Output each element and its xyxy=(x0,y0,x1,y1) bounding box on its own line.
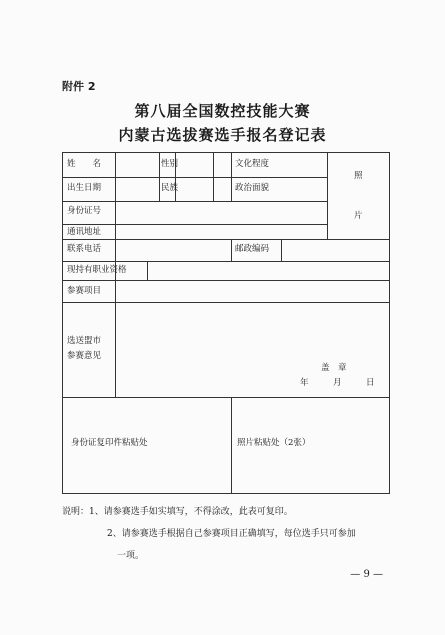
id-copy-paste-area-label: 身份证复印件粘贴处 xyxy=(71,438,148,448)
note-line-2: 2、请参赛选手根据自己参赛项目正确填写，每位选手只可参加 xyxy=(107,529,356,539)
qualification-label: 现持有职业资格 xyxy=(67,265,127,275)
ethnicity-label: 民族 xyxy=(161,183,179,193)
page-number: — 9 — xyxy=(350,569,383,580)
row-divider xyxy=(63,177,327,178)
column-divider xyxy=(231,153,232,201)
row-divider xyxy=(63,201,327,202)
row-divider xyxy=(63,280,389,281)
attachment-label: 附件 2 xyxy=(62,80,96,93)
education-label: 文化程度 xyxy=(235,159,270,169)
date-year-label: 年 xyxy=(300,378,309,388)
address-label: 通讯地址 xyxy=(67,227,102,237)
row-divider xyxy=(63,261,389,262)
postcode-label: 邮政编码 xyxy=(235,244,270,254)
row-divider xyxy=(63,302,389,303)
row-divider xyxy=(63,224,327,225)
document-title-line1: 第八届全国数控技能大赛 xyxy=(134,102,311,120)
document-title-line2: 内蒙古选拔赛选手报名登记表 xyxy=(118,126,327,144)
gender-label: 性别 xyxy=(161,159,179,169)
date-month-label: 月 xyxy=(333,378,342,388)
photo-paste-area-label: 照片粘贴处（2张） xyxy=(237,438,311,448)
photo-label-char-1: 照 xyxy=(354,171,363,181)
column-divider xyxy=(281,239,282,261)
column-divider xyxy=(231,239,232,261)
note-line-1: 说明：1、请参赛选手如实填写，不得涂改，此表可复印。 xyxy=(62,507,293,517)
opinion-label-line2: 参赛意见 xyxy=(67,351,102,361)
id-number-label: 身份证号 xyxy=(67,206,102,216)
birth-date-label: 出生日期 xyxy=(67,183,102,193)
phone-label: 联系电话 xyxy=(67,244,102,254)
notes-section xyxy=(62,501,356,567)
note-line-3: 一项。 xyxy=(117,551,145,561)
row-divider xyxy=(63,239,389,240)
photo-label-char-2: 片 xyxy=(354,211,363,221)
event-label: 参赛项目 xyxy=(67,286,102,296)
column-divider xyxy=(231,397,232,493)
row-divider xyxy=(63,397,389,398)
name-label: 姓 名 xyxy=(67,159,102,169)
opinion-label-line1: 选送盟市 xyxy=(67,336,102,346)
column-divider xyxy=(147,261,148,280)
column-divider xyxy=(327,153,328,239)
column-divider xyxy=(159,153,160,201)
registration-form-table xyxy=(62,152,390,494)
political-status-label: 政治面貌 xyxy=(235,183,270,193)
column-divider xyxy=(213,153,214,201)
seal-label: 盖 章 xyxy=(321,363,347,373)
date-day-label: 日 xyxy=(366,378,375,388)
